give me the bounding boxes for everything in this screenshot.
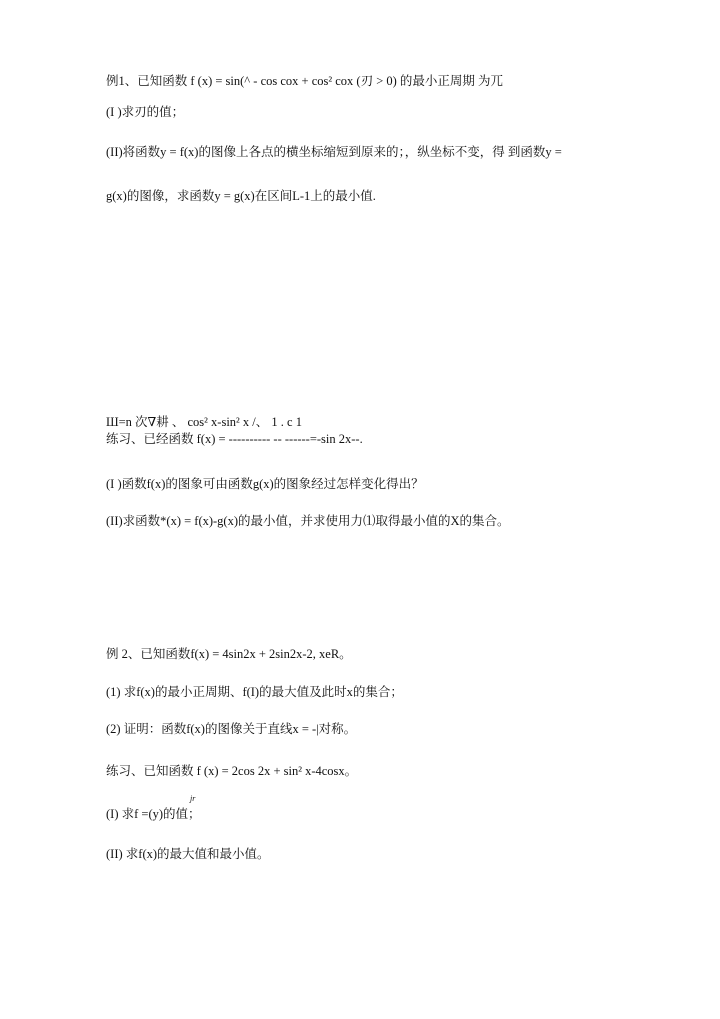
example-2-part-1: (1) 求f(x)的最小正周期、f(I)的最大值及此时x的集合； xyxy=(106,685,403,699)
example-1-statement: 例1、已知函数 f (x) = sin(^ - cos cox + cos² cox (刃 > 0) 的最小正周期 为兀 xyxy=(106,74,504,88)
practice-2-part-2: (II) 求f(x)的最大值和最小值。 xyxy=(106,847,270,861)
practice-1-part-1: (I )函数f(x)的图象可由函数g(x)的图象经过怎样变化得出？ xyxy=(106,477,424,491)
example-2-part-2: (2) 证明：函数f(x)的图像关于直线x = -|对称。 xyxy=(106,722,357,736)
example-1-part-2: (II)将函数y = f(x)的图像上各点的横坐标缩短到原来的；，纵坐标不变，得 到函数y = xyxy=(106,145,562,159)
practice-1-part-2: (II)求函数*(x) = f(x)-g(x)的最小值，并求使用力⑴取得最小值的X的集合。 xyxy=(106,514,510,528)
example-1-part-2-continued: g(x)的图像，求函数y = g(x)在区间L-1上的最小值. xyxy=(106,189,376,203)
example-2-statement: 例 2、已知函数f(x) = 4sin2x + 2sin2x-2, xeR。 xyxy=(106,647,352,661)
practice-2-statement: 练习、已知函数 f (x) = 2cos 2x + sin² x-4cosx。 xyxy=(106,764,358,778)
practice-2-superscript: jr xyxy=(190,794,196,803)
practice-1-garbled-fraction: Ш=n 次∇耕 、 cos² x-sin² x /、 1 . c 1 xyxy=(106,415,302,429)
practice-1-statement: 练习、已经函数 f(x) = ---------- -- ------=-sin 2x--. xyxy=(106,432,363,446)
practice-2-part-1: (I) 求f =(y)的值； xyxy=(106,807,201,821)
example-1-part-1: (I )求刃的值； xyxy=(106,105,185,119)
